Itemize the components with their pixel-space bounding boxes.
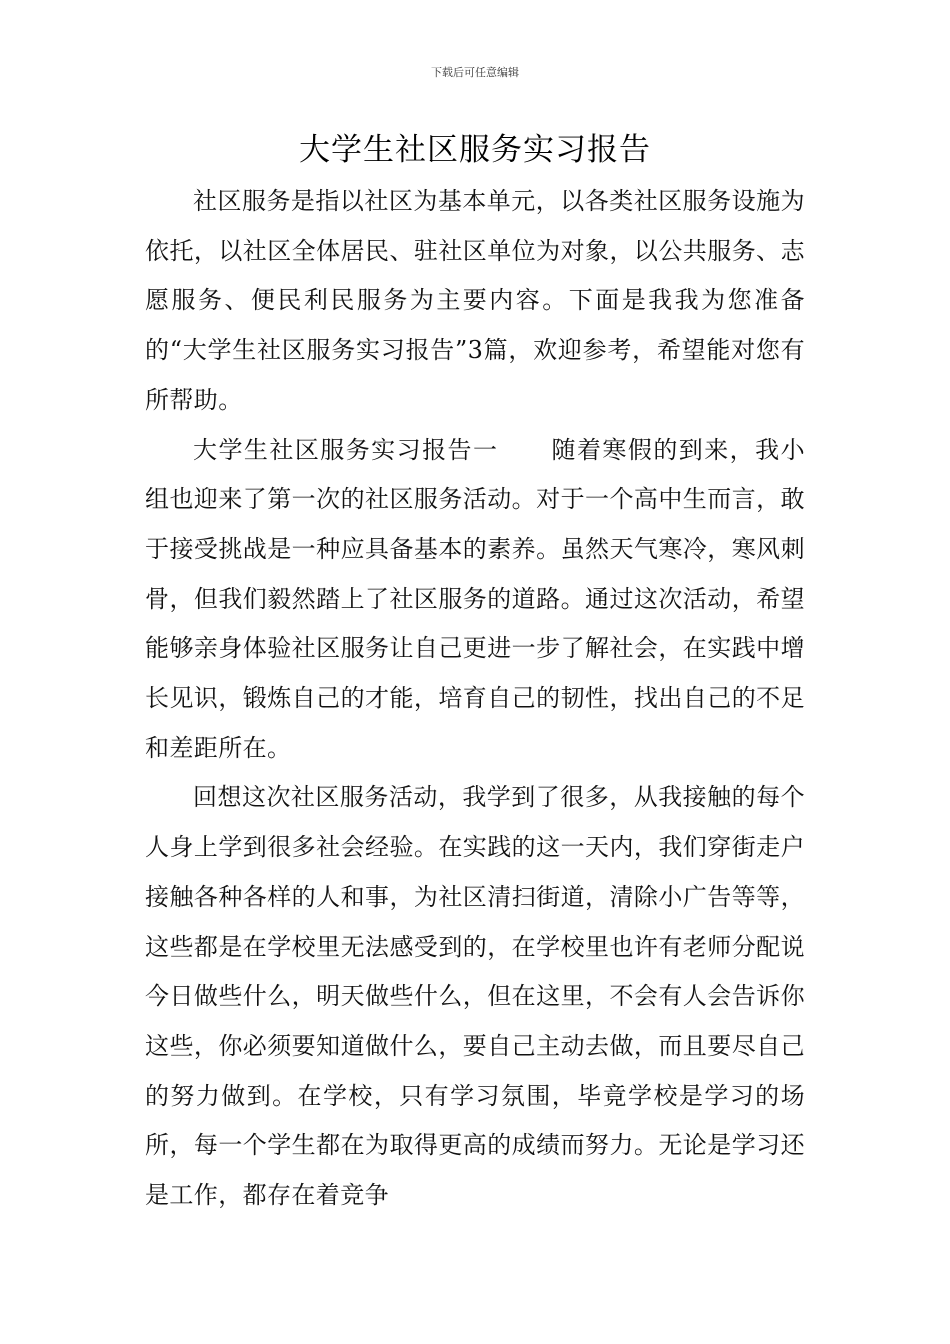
paragraph-reflection-text: 回想这次社区服务活动，我学到了很多，从我接触的每个人身上学到很多社会经验。在实践的这一天内，我们穿街走户接触各种各样的人和事，为社区清扫街道，清除小广告等等，这些都是在学校里无法感受到的，在学校里也许有老师分配说今日做些什么，明天做些什么，但在这里，不会有人会告诉你这些，你必须要知道做什么，要自己主动去做，而且要尽自己的努力做到。在学校，只有学习氛围，毕竟学校是学习的场所，每一个学生都在为取得更高的成绩而努力。无论是学习还是工作，都存在着竞争 [145,783,805,1210]
header-note: 下载后可任意编辑 [431,66,519,79]
document-title: 大学生社区服务实习报告 [299,132,651,168]
paragraph-intro [145,177,805,426]
section-heading-report-one: 大学生社区服务实习报告一 [193,435,499,464]
paragraph-reflection [145,773,805,1220]
paragraph-report-one-text: 随着寒假的到来，我小组也迎来了第一次的社区服务活动。对于一个高中生而言，敢于接受挑战是一种应具备基本的素养。虽然天气寒冷，寒风刺骨，但我们毅然踏上了社区服务的道路。通过这次活动，希望能够亲身体验社区服务让自己更进一步了解社会，在实践中增长见识，锻炼自己的才能，培育自己的韧性，找出自己的不足和差距所在。 [145,435,805,762]
document-body [145,177,805,1221]
paragraph-intro-text: 社区服务是指以社区为基本单元，以各类社区服务设施为依托，以社区全体居民、驻社区单位为对象，以公共服务、志愿服务、便民利民服务为主要内容。下面是我我为您准备的“大学生社区服务实习报告”3篇，欢迎参考，希望能对您有所帮助。 [145,187,805,414]
paragraph-report-one [145,426,805,774]
